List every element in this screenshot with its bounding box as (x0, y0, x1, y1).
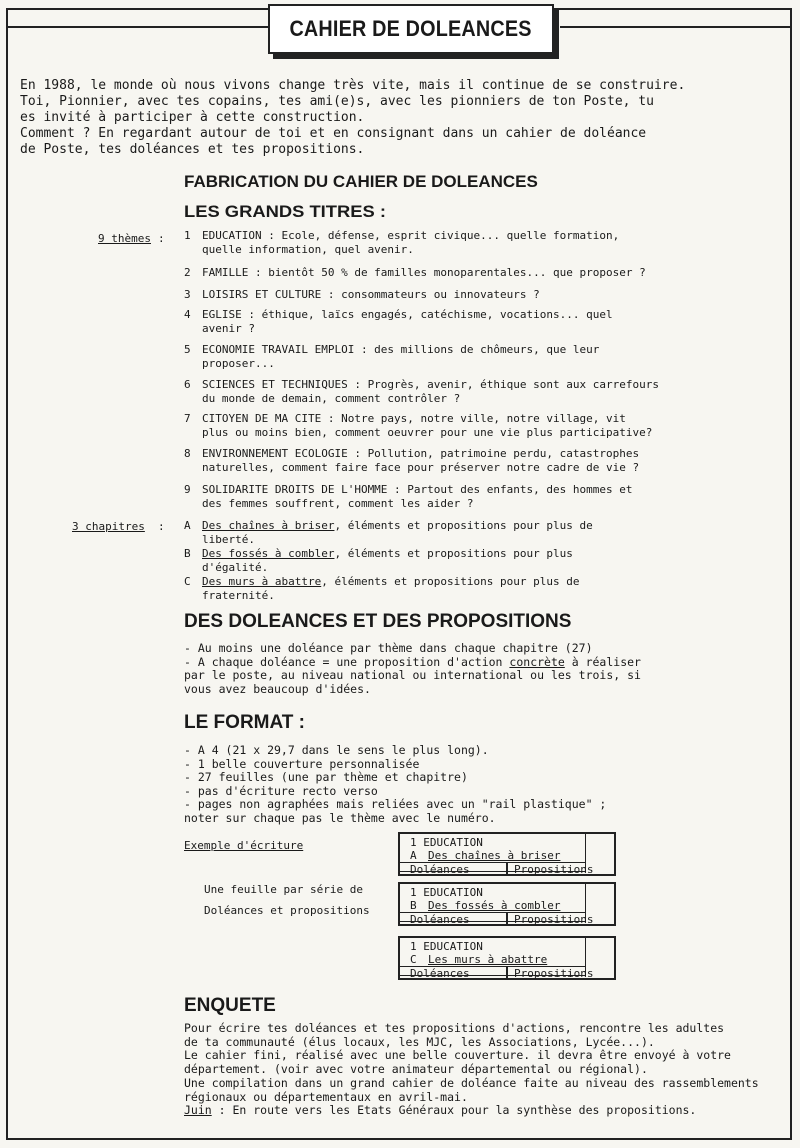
format-list (184, 744, 704, 825)
chapitres-colon: : (158, 520, 165, 533)
doleances-line-2 (184, 656, 704, 670)
theme-number: 7 (184, 412, 191, 425)
card-col-propositions: Propositions (514, 913, 594, 926)
card-col-propositions: Propositions (514, 967, 594, 980)
exemple-label: Exemple d'écriture (184, 839, 304, 852)
themes-colon: : (158, 232, 165, 245)
theme-number: 5 (184, 343, 191, 356)
chapitres-label: 3 chapitres (72, 520, 145, 533)
theme-item (184, 447, 744, 475)
chapitre-rest: , éléments et propositions pour plus d'égalité. (202, 547, 573, 574)
juin-text: : En route vers les Etats Généraux pour la synthèse des propositions. (211, 1103, 697, 1118)
card-columns (400, 862, 594, 877)
theme-item (184, 343, 744, 371)
header-rule-right (560, 26, 792, 28)
format-item: - pas d'écriture recto verso (184, 783, 378, 798)
card-chapter: Les murs à abattre (428, 953, 548, 966)
grands-titres-heading: LES GRANDS TITRES : (184, 202, 386, 221)
theme-number: 3 (184, 288, 191, 301)
card-chapter: Des fossés à combler (428, 899, 561, 912)
exemple-caption-1: Une feuille par série de (204, 883, 363, 896)
theme-item (184, 483, 744, 511)
theme-text: CITOYEN DE MA CITE : Notre pays, notre ville, notre village, vit plus ou moins bien, comment oeuvrer pour une vie plus participative? (202, 412, 653, 439)
theme-number: 4 (184, 308, 191, 321)
card-col-doleances: Doléances (410, 967, 470, 980)
theme-text: EGLISE : éthique, laïcs engagés, catéchisme, vocations... quel avenir ? (202, 308, 613, 335)
exemple-card (398, 832, 616, 876)
card-columns (400, 912, 594, 927)
format-heading: LE FORMAT : (184, 712, 306, 733)
theme-text: ECONOMIE TRAVAIL EMPLOI : des millions de chômeurs, que leur proposer... (202, 343, 600, 370)
card-letter: A (410, 849, 417, 862)
card-theme: 1 EDUCATION (410, 940, 483, 953)
theme-text: ENVIRONNEMENT ECOLOGIE : Pollution, patrimoine perdu, catastrophes naturelles, comment faire face pour préserver notre cadre de vie ? (202, 447, 640, 474)
theme-number: 2 (184, 266, 191, 279)
title-box (268, 4, 554, 54)
theme-text: EDUCATION : Ecole, défense, esprit civique... quelle formation, quelle information, quel avenir. (202, 229, 620, 256)
card-chapter-line (410, 953, 547, 966)
fabrication-heading: FABRICATION DU CAHIER DE DOLEANCES (184, 172, 538, 191)
enquete-block (184, 1022, 784, 1118)
card-divider (506, 913, 508, 926)
exemple-card (398, 936, 616, 980)
theme-number: 6 (184, 378, 191, 391)
card-divider (506, 967, 508, 980)
card-theme: 1 EDUCATION (410, 836, 483, 849)
doleances-line-2a: - A chaque doléance = une proposition d'action (184, 654, 510, 669)
theme-item (184, 412, 744, 440)
enquete-juin (184, 1104, 784, 1118)
format-item: - 1 belle couverture personnalisée (184, 756, 420, 771)
card-col-propositions: Propositions (514, 863, 594, 876)
enquete-heading: ENQUETE (184, 995, 276, 1016)
chapitre-letter: B (184, 547, 191, 560)
theme-number: 9 (184, 483, 191, 496)
card-chapter-line (410, 899, 560, 912)
themes-label: 9 thèmes (98, 232, 151, 245)
format-item: - pages non agraphées mais reliées avec un "rail plastique" ; noter sur chaque pas le thème avec le numéro. (184, 797, 607, 825)
chapitre-text (202, 547, 744, 575)
card-divider (506, 863, 508, 876)
card-letter: B (410, 899, 417, 912)
theme-item (184, 308, 744, 336)
format-item: - 27 feuilles (une par thème et chapitre) (184, 770, 468, 784)
chapitre-rest: , éléments et propositions pour plus de fraternité. (202, 575, 580, 602)
doleances-line-2b: à réaliser (564, 654, 641, 669)
theme-item (184, 266, 744, 280)
theme-item (184, 288, 744, 302)
card-col-doleances: Doléances (410, 913, 470, 926)
chapitre-rest: , éléments et propositions pour plus de liberté. (202, 519, 593, 546)
enquete-text: Pour écrire tes doléances et tes propositions d'actions, rencontre les adultes de ta communauté (élus locaux, les MJC, les Associations, Lycée...). Le cahier fini, réalisé avec une belle couverture. il devra être envoyé à votre département. (voir avec votre animateur départemental ou régional). Une compilation dans un grand cahier de doléance faite au niveau des rassemblements régionaux ou départementaux en avril-mai. (184, 1021, 759, 1104)
theme-number: 1 (184, 229, 191, 242)
chapitre-title: Des chaînes à briser (202, 519, 335, 532)
page-title: CAHIER DE DOLEANCES (289, 16, 533, 41)
chapitre-letter: A (184, 519, 191, 532)
chapitre-text (202, 575, 744, 603)
theme-text: LOISIRS ET CULTURE : consommateurs ou innovateurs ? (202, 288, 540, 301)
juin-label: Juin (184, 1103, 212, 1118)
doleances-concrete: concrète (509, 654, 565, 669)
doleances-heading: DES DOLEANCES ET DES PROPOSITIONS (184, 611, 572, 632)
card-theme: 1 EDUCATION (410, 886, 483, 899)
card-columns (400, 966, 594, 981)
chapitre-letter: C (184, 575, 191, 588)
theme-number: 8 (184, 447, 191, 460)
chapitre-text (202, 519, 744, 547)
doleances-line-3: par le poste, au niveau national ou international ou les trois, si vous avez beaucoup d'idées. (184, 668, 641, 696)
format-item: - A 4 (21 x 29,7 dans le sens le plus long). (184, 743, 489, 757)
card-letter: C (410, 953, 417, 966)
exemple-caption-2: Doléances et propositions (204, 904, 370, 917)
chapitre-title: Des fossés à combler (202, 547, 335, 560)
doleances-line-1: - Au moins une doléance par thème dans chaque chapitre (27) (184, 641, 593, 655)
doleances-list (184, 642, 704, 696)
exemple-card (398, 882, 616, 926)
chapitre-item (184, 547, 744, 575)
chapitre-item (184, 575, 744, 603)
theme-text: FAMILLE : bientôt 50 % de familles monoparentales... que proposer ? (202, 266, 646, 279)
intro-paragraph: En 1988, le monde où nous vivons change très vite, mais il continue de se construire. Toi, Pionnier, avec tes copains, tes ami(e)s, avec les pionniers de ton Poste, tu es invité à participer à cette construction. Comment ? En regardant autour de toi et en consignant dans un cahier de doléance de Poste, tes doléances et tes propositions. (20, 78, 686, 157)
chapitre-title: Des murs à abattre (202, 575, 322, 588)
card-chapter-line (410, 849, 560, 862)
card-col-doleances: Doléances (410, 863, 470, 876)
theme-item (184, 378, 744, 406)
chapitre-item (184, 519, 744, 547)
theme-text: SCIENCES ET TECHNIQUES : Progrès, avenir, éthique sont aux carrefours du monde de demain, comment contrôler ? (202, 378, 659, 405)
header-rule-left (6, 26, 268, 28)
theme-text: SOLIDARITE DROITS DE L'HOMME : Partout des enfants, des hommes et des femmes souffrent, comment les aider ? (202, 483, 633, 510)
theme-item (184, 229, 744, 257)
card-chapter: Des chaînes à briser (428, 849, 561, 862)
